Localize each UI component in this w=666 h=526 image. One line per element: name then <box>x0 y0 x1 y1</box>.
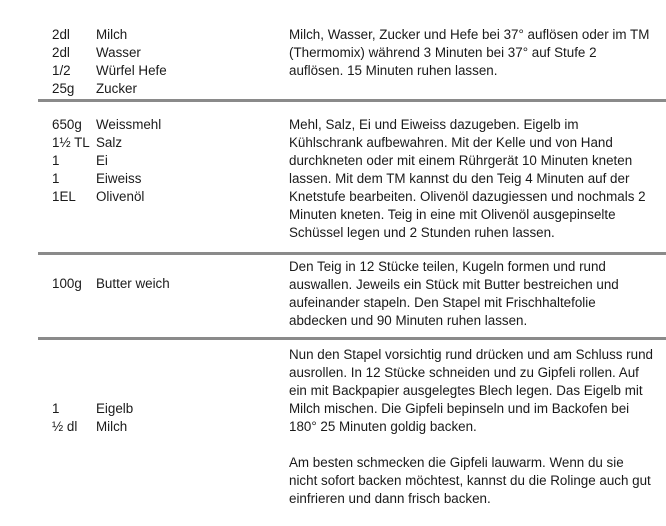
ingredient-row <box>52 134 161 152</box>
recipe-step-2 <box>0 116 666 242</box>
ingredient-quantity: 2dl <box>52 45 70 60</box>
ingredient-name: Salz <box>96 135 123 150</box>
ingredient-name: Weissmehl <box>96 117 162 132</box>
ingredient-quantity: ½ dl <box>52 419 78 434</box>
ingredient-quantity: 1½ TL <box>52 135 90 150</box>
ingredient-quantity: 1 <box>52 153 60 168</box>
instruction-paragraph: Milch, Wasser, Zucker und Hefe bei 37° auflösen oder im TM (Thermomix) während 3 Minuten bei 37° auf Stufe 2 auflösen. 15 Minuten ruhen lassen. <box>289 27 650 78</box>
ingredient-quantity: 2dl <box>52 27 70 42</box>
instruction-paragraph: Nun den Stapel vorsichtig rund drücken und am Schluss rund ausrollen. In 12 Stücke schneiden und zu Gipfeli rollen. Auf ein mit Backpapier ausgelegtes Blech legen. Das Eigelb mit Milch mischen. Die Gipfeli bepinseln und im Backofen bei 180° 25 Minuten goldig backen. <box>289 347 653 434</box>
ingredient-name: Butter weich <box>96 276 170 291</box>
recipe-step-1 <box>0 26 666 98</box>
ingredient-row <box>52 188 161 206</box>
ingredient-row <box>52 152 161 170</box>
ingredient-name: Zucker <box>96 81 137 96</box>
ingredient-row <box>52 170 161 188</box>
ingredient-list <box>52 116 161 206</box>
ingredient-quantity: 1 <box>52 171 60 186</box>
instruction-paragraph: Den Teig in 12 Stücke teilen, Kugeln formen und rund auswallen. Jeweils ein Stück mit Butter bestreichen und aufeinander stapeln. Den Stapel mit Frischhaltefolie abdecken und 90 Minuten ruhen lassen. <box>289 259 619 328</box>
ingredient-row <box>52 400 133 418</box>
ingredient-quantity: 1/2 <box>52 63 71 78</box>
recipe-step-3 <box>0 258 666 330</box>
ingredient-row <box>52 62 167 80</box>
section-divider <box>38 252 666 255</box>
section-divider <box>38 99 666 102</box>
ingredient-name: Eiweiss <box>96 171 142 186</box>
ingredient-quantity: 25g <box>52 81 75 96</box>
ingredient-name: Milch <box>96 27 128 42</box>
ingredient-quantity: 1EL <box>52 189 76 204</box>
ingredient-list <box>52 275 170 293</box>
ingredient-row <box>52 418 133 436</box>
recipe-step-4 <box>0 346 666 508</box>
ingredient-name: Würfel Hefe <box>96 63 167 78</box>
ingredient-list <box>52 26 167 98</box>
ingredient-name: Ei <box>96 153 108 168</box>
ingredient-name: Wasser <box>96 45 141 60</box>
ingredient-name: Eigelb <box>96 401 134 416</box>
ingredient-row <box>52 44 167 62</box>
instructions <box>289 346 654 508</box>
ingredient-quantity: 650g <box>52 117 82 132</box>
ingredient-name: Milch <box>96 419 128 434</box>
ingredient-quantity: 1 <box>52 401 60 416</box>
instruction-paragraph: Mehl, Salz, Ei und Eiweiss dazugeben. Eigelb im Kühlschrank aufbewahren. Mit der Kelle und von Hand durchkneten oder mit einem Rührgerät 10 Minuten kneten lassen. Mit dem TM kannst du den Teig 4 Minuten auf der Knetstufe bearbeiten. Olivenöl dazugiessen und nochmals 2 Minuten kneten. Teig in eine mit Olivenöl ausgepinselte Schüssel legen und 2 Stunden ruhen lassen. <box>289 117 646 240</box>
ingredient-row <box>52 116 161 134</box>
instructions <box>289 116 654 242</box>
ingredient-row <box>52 26 167 44</box>
instructions <box>289 26 654 80</box>
ingredient-row <box>52 275 170 293</box>
ingredient-name: Olivenöl <box>96 189 145 204</box>
section-divider <box>38 337 666 340</box>
ingredient-quantity: 100g <box>52 276 82 291</box>
instructions <box>289 258 654 330</box>
instruction-paragraph: Am besten schmecken die Gipfeli lauwarm. Wenn du sie nicht sofort backen möchtest, kannst du die Rolinge auch gut einfrieren und dann frisch backen. <box>289 455 651 506</box>
ingredient-row <box>52 80 167 98</box>
ingredient-list <box>52 400 133 436</box>
